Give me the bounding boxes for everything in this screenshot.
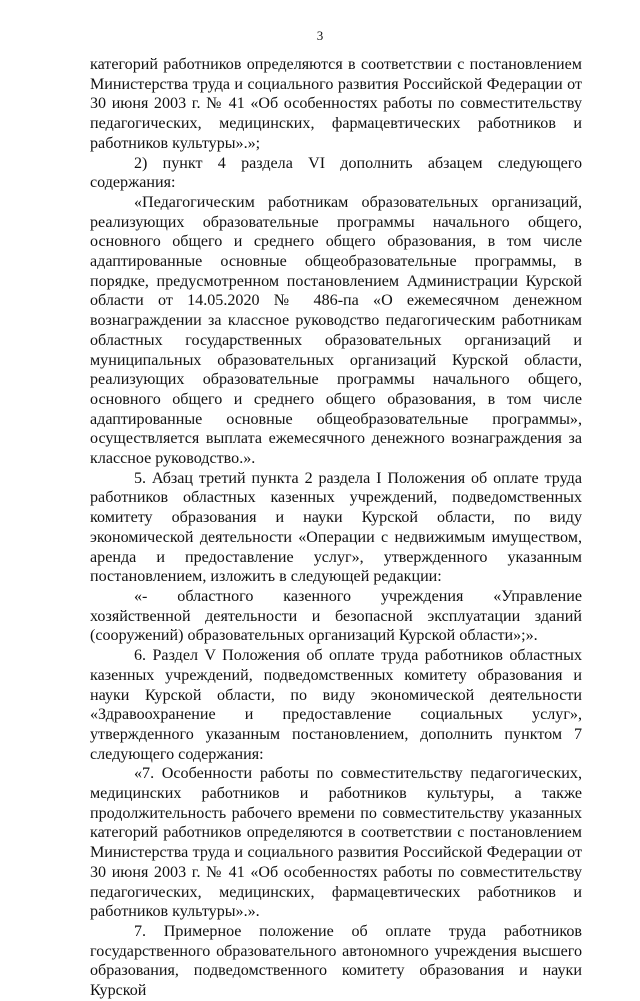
paragraph-quote-teachers: «Педагогическим работникам образовательных организаций, реализующих образовательные программы начального общего, основного общего и среднего общего образования, в том числе адаптированные основные общеобразовательные программы, в порядке, предусмотренном постановлением Администрации Курской области от 14.05.2020 № 486-па «О ежемесячном денежном вознаграждении за классное руководство педагогическим работникам областных государственных образовательных организаций и муниципальных образовательных организаций Курской области, реализующих образовательные программы начального общего, основного общего и среднего общего образования, в том числе адаптированные основные общеобразовательные программы», осуществляется выплата ежемесячного денежного вознаграждения за классное руководство.». [90, 193, 582, 468]
document-body [90, 55, 582, 1001]
paragraph-item-2: 2) пункт 4 раздела VI дополнить абзацем следующего содержания: [90, 154, 582, 192]
paragraph-item-5: 5. Абзац третий пункта 2 раздела I Положения об оплате труда работников областных казенных учреждений, подведомственных комитету образования и науки Курской области, по виду экономической деятельности «Операции с недвижимым имуществом, аренда и предоставление услуг», утвержденного указанным постановлением, изложить в следующей редакции: [90, 469, 582, 586]
page-number: 3 [316, 28, 324, 43]
paragraph-item-6: 6. Раздел V Положения об оплате труда работников областных казенных учреждений, подведомственных комитету образования и науки Курской области, по виду экономической деятельности «Здравоохранение и предоставление социальных услуг», утвержденного указанным постановлением, дополнить пунктом 7 следующего содержания: [90, 647, 582, 763]
paragraph-continuation: категорий работников определяются в соответствии с постановлением Министерства труда и социального развития Российской Федерации от 30 июня 2003 г. № 41 «Об особенностях работы по совместительству педагогических, медицинских, фармацевтических работников и работников культуры».»; [90, 56, 582, 152]
paragraph-item-7: 7. Примерное положение об оплате труда работников государственного образовательного автономного учреждения высшего образования, подведомственного комитету образования и науки Курской [90, 922, 582, 1000]
paragraph-quote-item-7: «7. Особенности работы по совместительству педагогических, медицинских работников и работников культуры, а также продолжительность рабочего времени по совместительству указанных категорий работников определяются в соответствии с постановлением Министерства труда и социального развития Российской Федерации от 30 июня 2003 г. № 41 «Об особенностях работы по совместительству педагогических, медицинских, фармацевтических работников и работников культуры».». [90, 765, 582, 921]
paragraph-quote-institution: «- областного казенного учреждения «Управление хозяйственной деятельности и безопасной эксплуатации зданий (сооружений) образовательных организаций Курской области»;». [90, 587, 582, 645]
